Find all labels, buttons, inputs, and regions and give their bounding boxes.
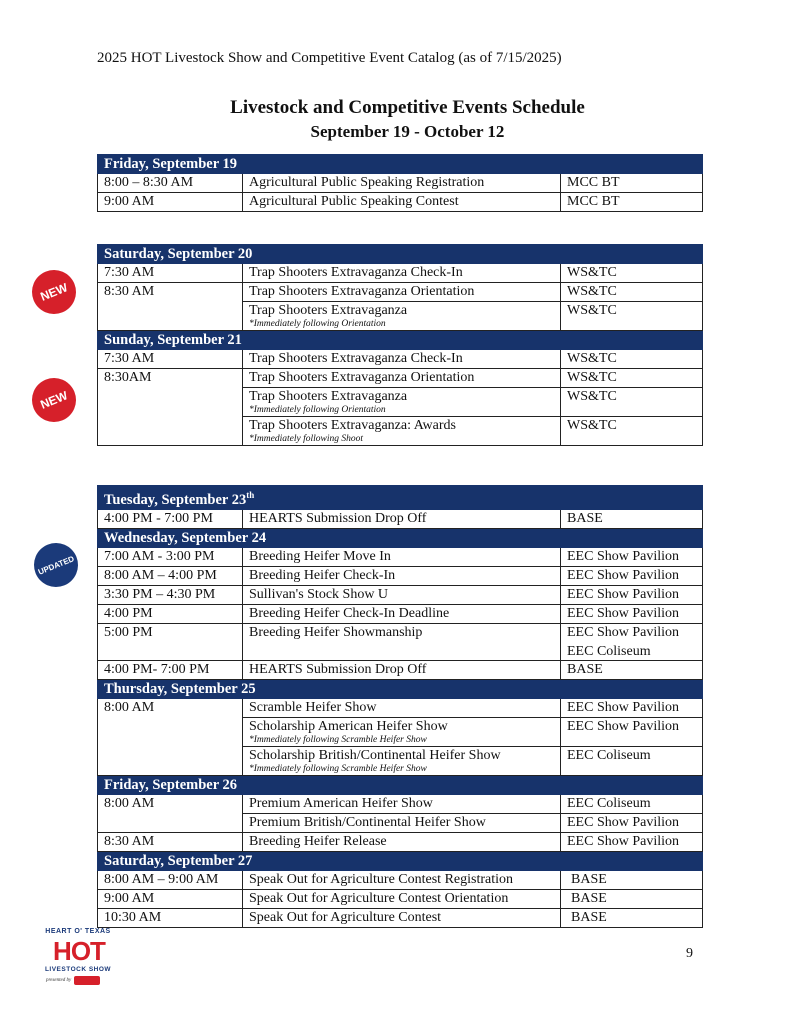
location-cell: EEC Show Pavilion — [561, 585, 703, 604]
location-cell: WS&TC — [561, 283, 703, 302]
table-row — [98, 585, 703, 604]
event-cell: Breeding Heifer Check-In Deadline — [243, 604, 561, 623]
event-cell: Agricultural Public Speaking Registration — [243, 174, 561, 193]
table-row — [98, 509, 703, 528]
event-cell: HEARTS Submission Drop Off — [243, 660, 561, 679]
event-name: Trap Shooters Extravaganza: Awards — [249, 418, 456, 433]
event-cell: Premium American Heifer Show — [243, 794, 561, 813]
location-cell: EEC Show Pavilion — [561, 566, 703, 585]
event-name: Scholarship American Heifer Show — [249, 718, 448, 734]
day-header — [98, 486, 703, 510]
event-cell: Breeding Heifer Showmanship — [243, 623, 561, 660]
event-cell — [243, 302, 561, 331]
new-badge: NEW — [25, 263, 82, 320]
table-row — [98, 174, 703, 193]
day-header: Saturday, September 27 — [98, 851, 703, 870]
time-cell: 5:00 PM — [98, 623, 243, 660]
event-cell: Agricultural Public Speaking Contest — [243, 193, 561, 212]
table-row — [98, 698, 703, 717]
event-cell: Speak Out for Agriculture Contest — [243, 908, 561, 927]
updated-badge: UPDATED — [27, 536, 84, 593]
event-cell: Trap Shooters Extravaganza Orientation — [243, 283, 561, 302]
location-name: EEC Coliseum — [567, 643, 651, 659]
event-cell: Premium British/Continental Heifer Show — [243, 813, 561, 832]
time-cell: 8:00 AM – 9:00 AM — [98, 870, 243, 889]
table-row — [98, 660, 703, 679]
schedule-heifer-and-speak-out — [97, 485, 703, 928]
location-cell: WS&TC — [561, 417, 703, 446]
time-cell: 9:00 AM — [98, 889, 243, 908]
location-cell: WS&TC — [561, 264, 703, 283]
location-cell: EEC Show Pavilion — [561, 717, 703, 746]
schedule-trap-shooters — [97, 244, 703, 446]
event-name: Scholarship British/Continental Heifer Show — [249, 747, 501, 763]
table-row — [98, 283, 703, 302]
catalog-title: 2025 HOT Livestock Show and Competitive Event Catalog (as of 7/15/2025) — [97, 50, 562, 66]
event-note: *Immediately following Orientation — [249, 319, 386, 329]
day-header: Friday, September 19 — [98, 155, 703, 174]
day-header: Thursday, September 25 — [98, 679, 703, 698]
event-note: *Immediately following Scramble Heifer Show — [249, 763, 427, 774]
event-name: Trap Shooters Extravaganza — [249, 389, 408, 404]
location-cell: EEC Coliseum — [561, 794, 703, 813]
location-cell: WS&TC — [561, 388, 703, 417]
location-cell: MCC BT — [561, 193, 703, 212]
new-badge: NEW — [25, 371, 82, 428]
event-cell — [243, 417, 561, 446]
time-cell: 10:30 AM — [98, 908, 243, 927]
time-cell: 7:30 AM — [98, 264, 243, 283]
schedule-friday-sep19 — [97, 154, 703, 212]
day-header: Friday, September 26 — [98, 775, 703, 794]
table-row — [98, 566, 703, 585]
event-note: *Immediately following Orientation — [249, 405, 386, 415]
event-cell: Breeding Heifer Release — [243, 832, 561, 851]
location-cell: BASE — [561, 889, 703, 908]
location-cell: BASE — [561, 660, 703, 679]
ordinal-suffix: th — [246, 490, 255, 500]
event-name: Trap Shooters Extravaganza — [249, 303, 408, 318]
time-cell: 4:00 PM — [98, 604, 243, 623]
time-cell: 8:00 AM – 4:00 PM — [98, 566, 243, 585]
table-row — [98, 264, 703, 283]
table-row — [98, 369, 703, 388]
time-cell: 7:00 AM - 3:00 PM — [98, 547, 243, 566]
location-cell: WS&TC — [561, 350, 703, 369]
location-cell: BASE — [561, 908, 703, 927]
location-name: EEC Show Pavilion — [567, 624, 680, 640]
event-cell: Trap Shooters Extravaganza Check-In — [243, 264, 561, 283]
table-row — [98, 547, 703, 566]
location-cell: EEC Coliseum — [561, 746, 703, 775]
event-cell — [243, 746, 561, 775]
time-cell: 7:30 AM — [98, 350, 243, 369]
location-cell: EEC Show Pavilion — [561, 698, 703, 717]
time-cell: 8:30AM — [98, 369, 243, 446]
location-cell: EEC Show Pavilion — [561, 813, 703, 832]
time-cell: 8:30 AM — [98, 283, 243, 331]
time-cell: 8:00 AM — [98, 794, 243, 832]
table-row — [98, 193, 703, 212]
page-number: 9 — [686, 946, 693, 961]
page-subtitle: September 19 - October 12 — [310, 122, 505, 141]
event-cell: Breeding Heifer Move In — [243, 547, 561, 566]
table-row — [98, 794, 703, 813]
hot-livestock-show-logo: HEART O' TEXAS HOT LIVESTOCK SHOW presented by — [44, 928, 112, 983]
event-note: *Immediately following Scramble Heifer Show — [249, 734, 427, 745]
table-row — [98, 889, 703, 908]
table-row — [98, 870, 703, 889]
location-cell: WS&TC — [561, 369, 703, 388]
event-cell: HEARTS Submission Drop Off — [243, 509, 561, 528]
location-cell: BASE — [561, 870, 703, 889]
event-cell: Sullivan's Stock Show U — [243, 585, 561, 604]
table-row — [98, 350, 703, 369]
day-header: Sunday, September 21 — [98, 331, 703, 350]
time-cell: 4:00 PM- 7:00 PM — [98, 660, 243, 679]
location-cell: EEC Show Pavilion — [561, 832, 703, 851]
location-cell: WS&TC — [561, 302, 703, 331]
time-cell: 8:30 AM — [98, 832, 243, 851]
time-cell: 8:00 AM — [98, 698, 243, 775]
table-row — [98, 832, 703, 851]
event-cell: Speak Out for Agriculture Contest Orientation — [243, 889, 561, 908]
day-header: Wednesday, September 24 — [98, 528, 703, 547]
location-cell: EEC Show Pavilion — [561, 547, 703, 566]
time-cell: 8:00 – 8:30 AM — [98, 174, 243, 193]
page-title: Livestock and Competitive Events Schedule — [230, 97, 585, 118]
event-cell — [243, 388, 561, 417]
time-cell: 4:00 PM - 7:00 PM — [98, 509, 243, 528]
event-note: *Immediately following Shoot — [249, 434, 363, 444]
sponsor-logo-icon — [74, 976, 100, 985]
location-cell: MCC BT — [561, 174, 703, 193]
table-row — [98, 908, 703, 927]
event-cell: Trap Shooters Extravaganza Orientation — [243, 369, 561, 388]
location-cell: EEC Show Pavilion — [561, 604, 703, 623]
day-header: Saturday, September 20 — [98, 245, 703, 264]
time-cell: 3:30 PM – 4:30 PM — [98, 585, 243, 604]
time-cell: 9:00 AM — [98, 193, 243, 212]
location-cell — [561, 623, 703, 660]
event-cell: Trap Shooters Extravaganza Check-In — [243, 350, 561, 369]
table-row — [98, 623, 703, 660]
event-cell — [243, 717, 561, 746]
table-row — [98, 604, 703, 623]
event-cell: Scramble Heifer Show — [243, 698, 561, 717]
event-cell: Breeding Heifer Check-In — [243, 566, 561, 585]
location-cell: BASE — [561, 509, 703, 528]
event-cell: Speak Out for Agriculture Contest Registration — [243, 870, 561, 889]
day-header-label: Tuesday, September 23 — [104, 491, 247, 508]
